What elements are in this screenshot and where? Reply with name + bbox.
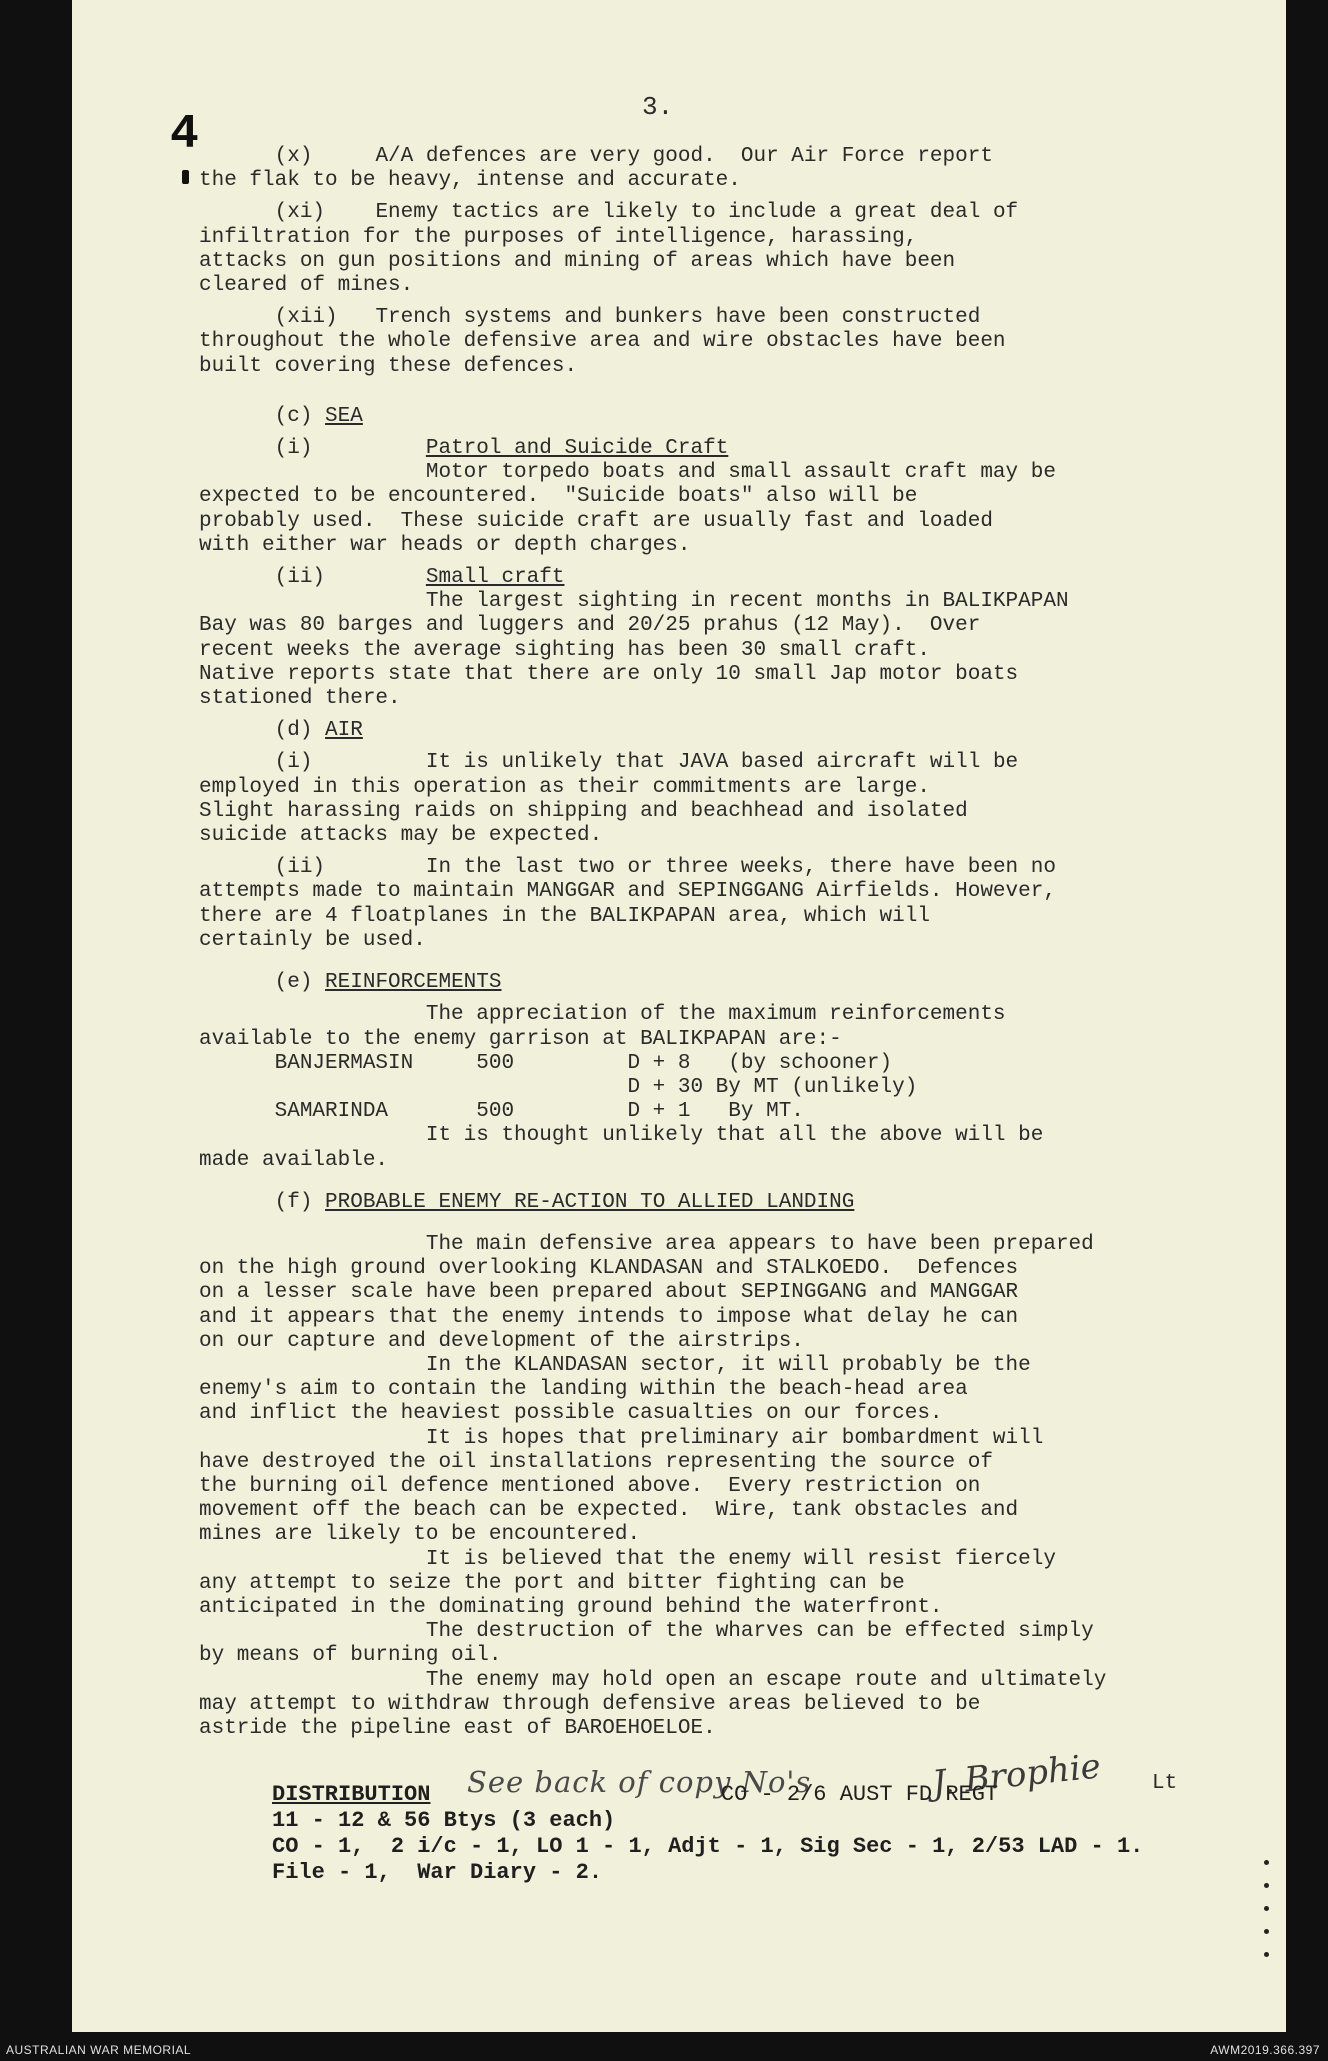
signature: J. Brophie bbox=[930, 1746, 1103, 1804]
air-item-i-text: (i) It is unlikely that JAVA based aircraft will be employed in this operation as their commitments are large. Slight harassing raids on shipping and beachhead and isolated suicide attacks may be expected. bbox=[199, 751, 1019, 848]
document-body bbox=[199, 145, 1209, 1741]
sea-item-ii-text: The largest sighting in recent months in BALIKPAPAN Bay was 80 barges and luggers and 20/25 prahus (12 May). Over recent weeks the average sighting has been 30 small craft. Native reports state that there are only 10 small Jap motor boats stationed there. bbox=[199, 590, 1069, 711]
reinforcement-row: SAMARINDA 500 D + 1 By MT. bbox=[199, 1100, 804, 1124]
paragraph-xii: (xii) Trench systems and bunkers have been constructed throughout the whole defensive area and wire obstacles have been built covering these defences. bbox=[199, 306, 1006, 378]
distribution-line: File - 1, War Diary - 2. bbox=[272, 1860, 603, 1885]
air-item-ii-text: (ii) In the last two or three weeks, there have been no attempts made to maintain MANGGAR and SEPINGGANG Airfields. However, there are 4 floatplanes in the BALIKPAPAN area, which will certainly be used. bbox=[199, 856, 1056, 952]
signatory-unit: CO - 2/6 AUST FD REGT bbox=[720, 1782, 999, 1807]
distribution-block bbox=[272, 1782, 1252, 1886]
margin-mark-dot bbox=[182, 170, 189, 184]
footer-credit: AUSTRALIAN WAR MEMORIAL bbox=[6, 2043, 192, 2057]
reaction-text: The main defensive area appears to have been prepared on the high ground overlooking KLANDASAN and STALKOEDO. Defences on a lesser scale have been prepared about SEPINGGANG and MANGGAR and it appears that the enemy intends to impose what delay he can on our capture and development of the airstrips. In the KLANDASAN sector, it will probably be the enemy's aim to contain the landing within the beach-head area and inflict the heaviest possible casualties on our forces. It is hopes that preliminary air bombardment will have destroyed the oil installations representing the source of the burning oil defence mentioned above. Every restriction on movement off the beach can be expected. Wire, tank obstacles and mines are likely to be encountered. It is believed that the enemy will resist fiercely any attempt to seize the port and bitter fighting can be anticipated in the dominating ground behind the waterfront. The destruction of the wharves can be effected simply by means of burning oil. The enemy may hold open an escape route and ultimately may attempt to withdraw through defensive areas believed to be astride the pipeline east of BAROEHOELOE. bbox=[199, 1232, 1107, 1740]
section-reaction-heading: (f) PROBABLE ENEMY RE-ACTION TO ALLIED LANDING bbox=[199, 1190, 855, 1214]
reinforcements-closing: It is thought unlikely that all the above will be made available. bbox=[199, 1124, 1044, 1172]
margin-annotation: 4 bbox=[170, 108, 199, 162]
distribution-line: CO - 1, 2 i/c - 1, LO 1 - 1, Adjt - 1, Sig Sec - 1, 2/53 LAD - 1. bbox=[272, 1834, 1144, 1859]
sea-item-i-text: Motor torpedo boats and small assault craft may be expected to be encountered. "Suicide boats" also will be probably used. These suicide craft are usually fast and loaded with either war heads or depth charges. bbox=[199, 461, 1056, 557]
section-air-heading: (d) AIR bbox=[199, 719, 363, 743]
reinforcement-row: D + 30 By MT (unlikely) bbox=[199, 1075, 918, 1099]
paragraph-xi: (xi) Enemy tactics are likely to include a great deal of infiltration for the purposes of intelligence, harassing, attacks on gun positions and mining of areas which have been cleared of mines. bbox=[199, 201, 1019, 298]
document-page bbox=[72, 0, 1286, 2032]
section-sea-heading: (c) SEA bbox=[199, 404, 363, 428]
distribution-line: 11 - 12 & 56 Btys (3 each) bbox=[272, 1808, 616, 1833]
sea-item-i-heading: (i) Patrol and Suicide Craft bbox=[199, 437, 729, 461]
page-number: 3. bbox=[642, 92, 674, 122]
signatory-rank: Lt bbox=[1152, 1772, 1178, 1795]
reinforcements-intro: The appreciation of the maximum reinforcements available to the enemy garrison at BALIKPAPAN are:- bbox=[199, 1003, 1006, 1051]
edge-marks bbox=[1264, 1860, 1270, 1975]
distribution-label: DISTRIBUTION bbox=[272, 1782, 431, 1807]
section-reinforcements-heading: (e) REINFORCEMENTS bbox=[199, 971, 502, 995]
sea-item-ii-heading: (ii) Small craft bbox=[199, 566, 565, 590]
handwritten-note: See back of copy No's bbox=[467, 1765, 812, 1799]
footer-reference: AWM2019.366.397 bbox=[1210, 2043, 1320, 2057]
paragraph-x: (x) A/A defences are very good. Our Air Force report the flak to be heavy, intense and accurate. bbox=[199, 145, 993, 193]
reinforcement-row: BANJERMASIN 500 D + 8 (by schooner) bbox=[199, 1051, 893, 1075]
